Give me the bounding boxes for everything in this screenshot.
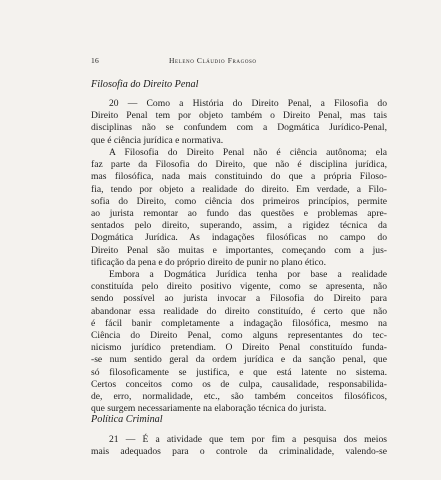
paragraph-21 — [91, 434, 387, 458]
text-line: só filosoficamente se justifica, e que está latente no sistema. — [91, 366, 387, 378]
text-line: constituída pelo direito positivo vigente, como se apresenta, não — [91, 281, 387, 293]
text-line: sofia do Direito, como ciência dos primeiros princípios, permite — [91, 195, 387, 207]
text-line: nicismo jurídico pretendiam. O Direito Penal constituído funda- — [91, 342, 387, 354]
text-line: abandonar essa realidade do direito constituído, é certo que não — [91, 305, 387, 317]
paragraph-20-c — [91, 269, 387, 415]
text-line: 21 — É a atividade que tem por fim a pesquisa dos meios — [109, 434, 387, 445]
running-header — [91, 56, 387, 68]
section-title-politica: Política Criminal — [91, 414, 163, 425]
text-line: Embora a Dogmática Jurídica tenha por base a realidade — [109, 269, 387, 280]
text-line: mas filosófica, nada mais constituindo do que a própria Filoso- — [91, 171, 387, 183]
text-line: Ciência do Direito Penal, como alguns representantes do tec- — [91, 330, 387, 342]
text-line: Certos conceitos como os de culpa, causalidade, responsabilida- — [91, 378, 387, 390]
text-line: tificação da pena e do próprio direito de punir no plano ético. — [91, 256, 326, 268]
text-line: mais adequados para o controle da criminalidade, valendo-se — [91, 446, 387, 458]
text-line: sentados pelo direito, superando, assim, a rigidez técnica da — [91, 220, 387, 232]
text-line: de, erro, normalidade, etc., são também conceitos filosóficos, — [91, 391, 387, 403]
text-line: sendo possível ao jurista invocar a Filosofia do Direito para — [91, 293, 387, 305]
text-line: 20 — Como a História do Direito Penal, a Filosofia do — [109, 98, 387, 109]
text-line: que surgem necessariamente na elaboração técnica do jurista. — [91, 403, 327, 415]
page-number: 16 — [91, 56, 100, 65]
text-line: fia, tendo por objeto a realidade do direito. Em verdade, a Filo- — [91, 183, 387, 195]
text-line: faz parte da Filosofia do Direito, que não é disciplina jurídica, — [91, 159, 387, 171]
text-line: ao jurista remontar ao fundo das questões e problemas apre- — [91, 208, 387, 220]
text-line: Direito Penal tem por objeto também o Direito Penal, mas tais — [91, 110, 387, 122]
running-header-author: Heleno Cláudio Fragoso — [169, 56, 257, 65]
section-title-filosofia: Filosofia do Direito Penal — [91, 79, 199, 90]
text-line: -se num sentido geral da ordem jurídica e da sanção penal, que — [91, 354, 387, 366]
text-line: Direito Penal são muitas e importantes, começando com a jus- — [91, 244, 387, 256]
paragraph-20-b — [91, 147, 387, 269]
text-line: disciplinas não se confundem com a Dogmática Jurídico-Penal, — [91, 122, 387, 134]
text-line: A Filosofia do Direito Penal não é ciência autônoma; ela — [109, 147, 387, 158]
text-line: que é ciência jurídica e normativa. — [91, 134, 224, 146]
paragraph-20 — [91, 98, 387, 147]
text-line: é fácil banir completamente a indagação filosófica, mesmo na — [91, 317, 387, 329]
text-line: Dogmática Jurídica. As indagações filosóficas no campo do — [91, 232, 387, 244]
